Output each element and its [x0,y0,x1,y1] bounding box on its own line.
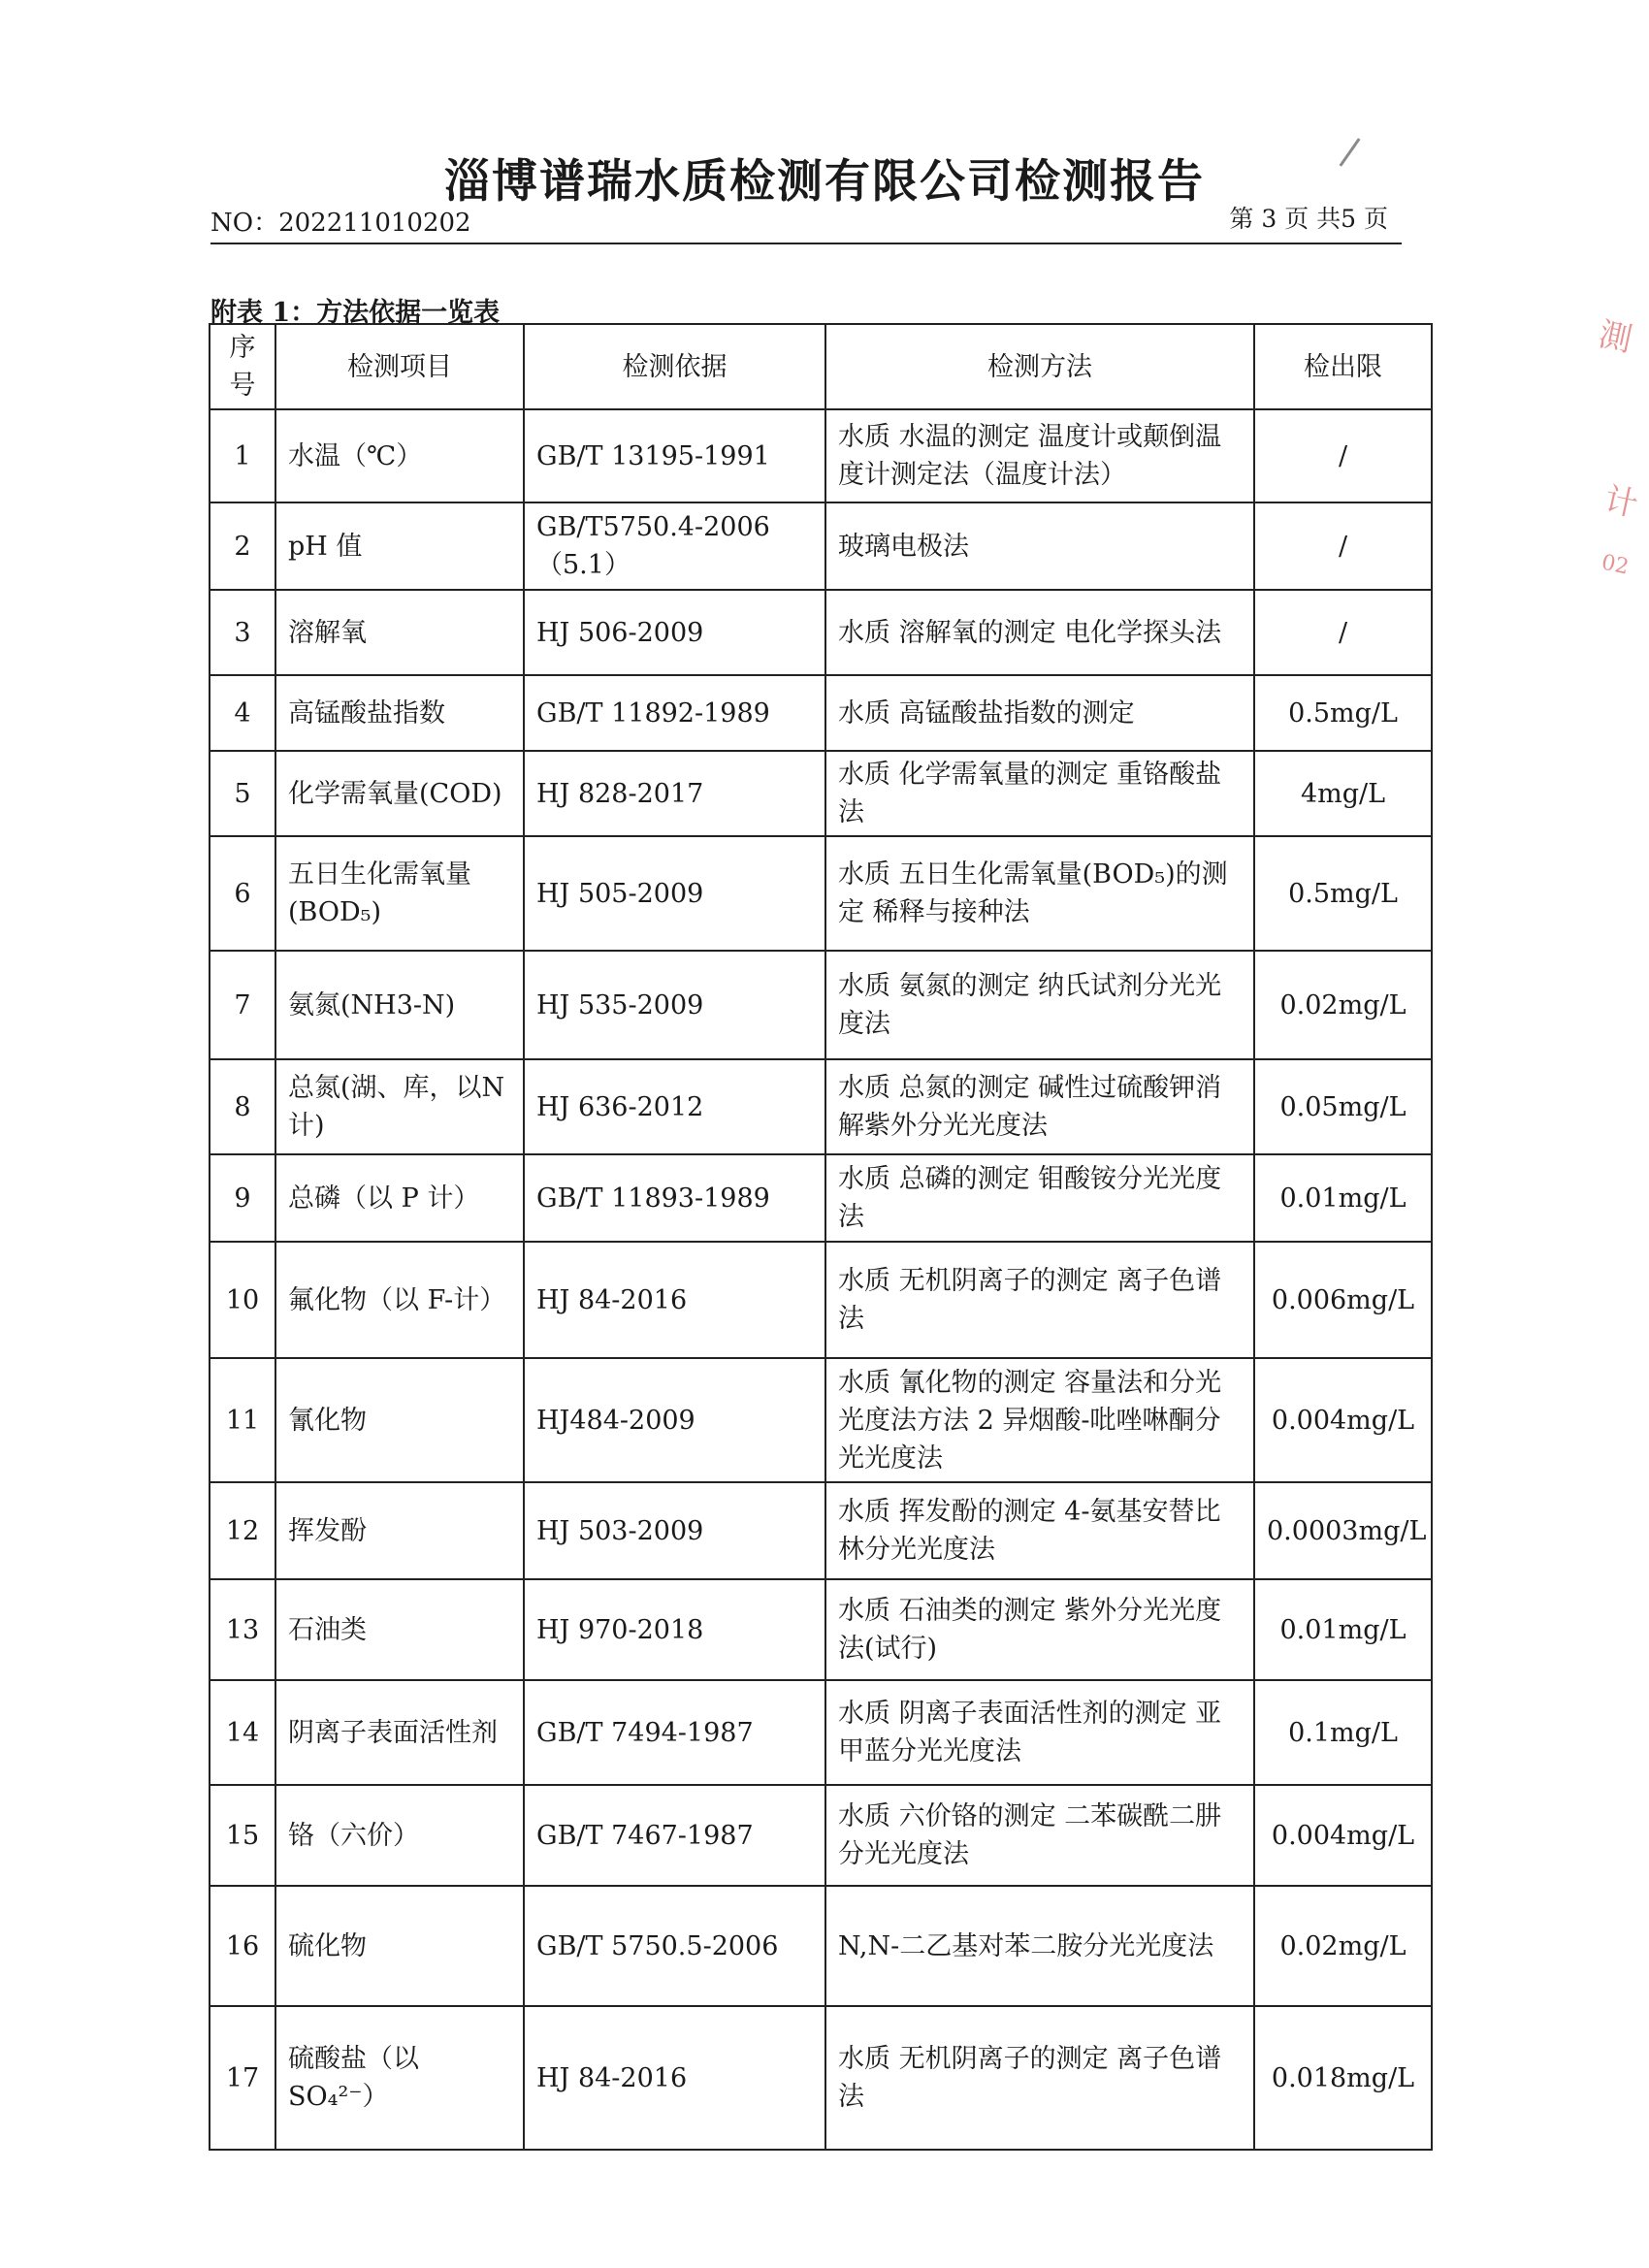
cell-limit: 0.01mg/L [1254,1579,1432,1680]
cell-method: 水质 五日生化需氧量(BOD₅)的测定 稀释与接种法 [825,836,1254,951]
cell-no: 9 [210,1154,275,1242]
cell-standard: HJ 503-2009 [524,1482,825,1579]
table-row [210,590,1432,675]
cell-no: 8 [210,1059,275,1154]
cell-no: 6 [210,836,275,951]
cell-method: 水质 无机阴离子的测定 离子色谱法 [825,2006,1254,2150]
table-row [210,751,1432,836]
cell-limit: 0.1mg/L [1254,1680,1432,1785]
cell-limit: 0.5mg/L [1254,836,1432,951]
cell-standard: HJ 84-2016 [524,2006,825,2150]
table-row [210,1154,1432,1242]
table-row [210,1785,1432,1886]
cell-method: 水质 六价铬的测定 二苯碳酰二肼分光光度法 [825,1785,1254,1886]
cell-no: 14 [210,1680,275,1785]
cell-method: 水质 化学需氧量的测定 重铬酸盐法 [825,751,1254,836]
cell-item: 化学需氧量(COD) [275,751,524,836]
cell-item: 硫化物 [275,1886,524,2006]
cell-standard: GB/T 11892-1989 [524,675,825,751]
cell-limit: 0.004mg/L [1254,1358,1432,1482]
cell-limit: 0.02mg/L [1254,951,1432,1059]
header-test-item: 检测项目 [275,324,524,409]
cell-no: 7 [210,951,275,1059]
cell-no: 4 [210,675,275,751]
table-row [210,675,1432,751]
cell-limit: 4mg/L [1254,751,1432,836]
cell-limit: 0.006mg/L [1254,1242,1432,1358]
cell-standard: GB/T 7467-1987 [524,1785,825,1886]
table-row [210,951,1432,1059]
table-row [210,1358,1432,1482]
cell-item: 硫酸盐（以 SO₄²⁻） [275,2006,524,2150]
report-meta-row [210,204,1402,244]
page-indicator: 第 3 页 共5 页 [1229,205,1388,233]
cell-limit: 0.5mg/L [1254,675,1432,751]
cell-limit: 0.02mg/L [1254,1886,1432,2006]
table-header-row [210,324,1432,409]
table-row [210,2006,1432,2150]
stamp-char: 測 [1595,314,1636,361]
cell-standard: HJ484-2009 [524,1358,825,1482]
cell-method: 水质 溶解氧的测定 电化学探头法 [825,590,1254,675]
cell-standard: HJ 84-2016 [524,1242,825,1358]
cell-no: 5 [210,751,275,836]
cell-limit: 0.05mg/L [1254,1059,1432,1154]
cell-method: N,N-二乙基对苯二胺分光光度法 [825,1886,1254,2006]
cell-no: 1 [210,409,275,502]
cell-standard: GB/T5750.4-2006 （5.1） [524,502,825,590]
cell-limit: 0.01mg/L [1254,1154,1432,1242]
cell-standard: HJ 828-2017 [524,751,825,836]
cell-method: 水质 水温的测定 温度计或颠倒温度计测定法（温度计法） [825,409,1254,502]
cell-item: 溶解氧 [275,590,524,675]
cell-method: 水质 氨氮的测定 纳氏试剂分光光度法 [825,951,1254,1059]
cell-item: pH 值 [275,502,524,590]
cell-standard: HJ 970-2018 [524,1579,825,1680]
cell-standard: GB/T 5750.5-2006 [524,1886,825,2006]
appendix-title: 附表 1：方法依据一览表 [210,298,501,328]
cell-no: 16 [210,1886,275,2006]
cell-no: 10 [210,1242,275,1358]
table-row [210,1059,1432,1154]
table-row [210,409,1432,502]
cell-item: 五日生化需氧量(BOD₅) [275,836,524,951]
cell-limit: / [1254,409,1432,502]
cell-method: 水质 总磷的测定 钼酸铵分光光度法 [825,1154,1254,1242]
stamp-char: 02 [1599,550,1632,580]
methods-table [209,323,1433,2151]
cell-standard: HJ 505-2009 [524,836,825,951]
cell-no: 3 [210,590,275,675]
table-row [210,1482,1432,1579]
cell-no: 13 [210,1579,275,1680]
cell-item: 高锰酸盐指数 [275,675,524,751]
cell-limit: 0.004mg/L [1254,1785,1432,1886]
cell-item: 水温（℃） [275,409,524,502]
report-title: 淄博谱瑞水质检测有限公司检测报告 [444,155,1205,209]
cell-item: 铬（六价） [275,1785,524,1886]
table-row [210,1242,1432,1358]
cell-standard: HJ 506-2009 [524,590,825,675]
cell-limit: / [1254,502,1432,590]
cell-limit: 0.0003mg/L [1254,1482,1432,1579]
cell-item: 氟化物（以 F-计） [275,1242,524,1358]
report-number: NO：202211010202 [210,209,471,238]
cell-item: 总磷（以 P 计） [275,1154,524,1242]
cell-method: 水质 高锰酸盐指数的测定 [825,675,1254,751]
table-row [210,1579,1432,1680]
cell-item: 石油类 [275,1579,524,1680]
table-row [210,502,1432,590]
cell-item: 氨氮(NH3-N) [275,951,524,1059]
table-row [210,1886,1432,2006]
stamp-fragment [1596,291,1649,592]
header-test-standard: 检测依据 [524,324,825,409]
cell-standard: GB/T 13195-1991 [524,409,825,502]
cell-no: 11 [210,1358,275,1482]
cell-item: 氰化物 [275,1358,524,1482]
cell-standard: GB/T 11893-1989 [524,1154,825,1242]
cell-no: 17 [210,2006,275,2150]
cell-method: 水质 阴离子表面活性剂的测定 亚甲蓝分光光度法 [825,1680,1254,1785]
header-test-method: 检测方法 [825,324,1254,409]
header-detection-limit: 检出限 [1254,324,1432,409]
cell-item: 挥发酚 [275,1482,524,1579]
stamp-char: 计 [1600,479,1642,526]
cell-method: 水质 石油类的测定 紫外分光光度法(试行) [825,1579,1254,1680]
cell-standard: GB/T 7494-1987 [524,1680,825,1785]
cell-standard: HJ 535-2009 [524,951,825,1059]
cell-method: 水质 无机阴离子的测定 离子色谱法 [825,1242,1254,1358]
cell-method: 水质 总氮的测定 碱性过硫酸钾消解紫外分光光度法 [825,1059,1254,1154]
cell-item: 总氮(湖、库，以N 计) [275,1059,524,1154]
header-serial-no: 序号 [210,324,275,409]
cell-standard: HJ 636-2012 [524,1059,825,1154]
cell-no: 2 [210,502,275,590]
cell-item: 阴离子表面活性剂 [275,1680,524,1785]
table-row [210,836,1432,951]
cell-no: 15 [210,1785,275,1886]
cell-method: 玻璃电极法 [825,502,1254,590]
cell-limit: / [1254,590,1432,675]
table-row [210,1680,1432,1785]
cell-method: 水质 挥发酚的测定 4-氨基安替比林分光光度法 [825,1482,1254,1579]
cell-method: 水质 氰化物的测定 容量法和分光光度法方法 2 异烟酸-吡唑啉酮分光光度法 [825,1358,1254,1482]
cell-limit: 0.018mg/L [1254,2006,1432,2150]
cell-no: 12 [210,1482,275,1579]
